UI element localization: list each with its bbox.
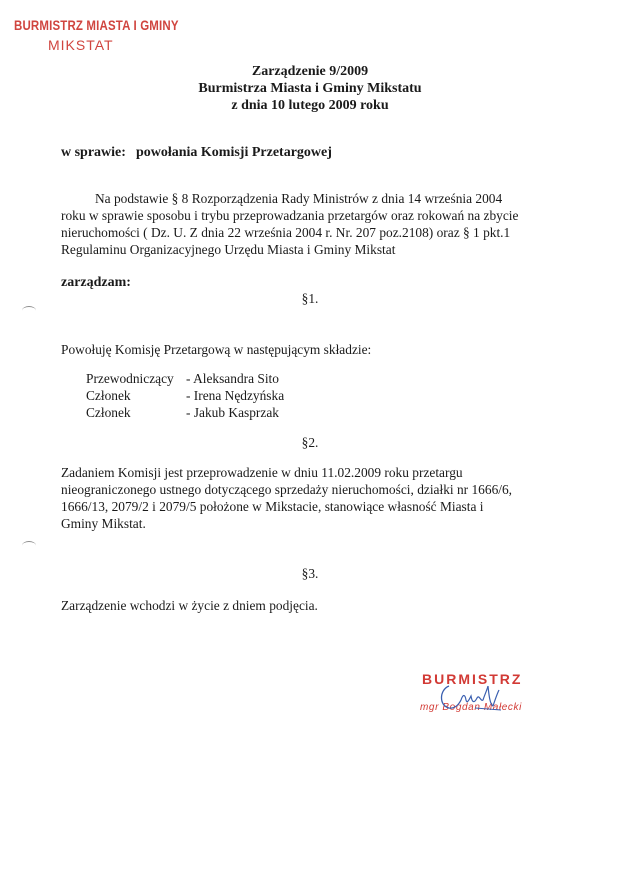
- member-role: Przewodniczący: [86, 371, 174, 386]
- task-paragraph: [61, 464, 581, 532]
- task-line: Zadaniem Komisji jest przeprowadzenie w dniu 11.02.2009 roku przetargu: [61, 465, 463, 480]
- member-role: Członek: [86, 388, 131, 403]
- stamp-line-2: MIKSTAT: [48, 37, 114, 53]
- subject-text: powołania Komisji Przetargowej: [135, 145, 332, 160]
- subject-line: [61, 145, 332, 161]
- effective-paragraph: Zarządzenie wchodzi w życie z dniem podjęcia.: [61, 598, 318, 613]
- task-line: 1666/13, 2079/2 i 2079/5 położone w Mikstacie, stanowiące własność Miasta i: [61, 499, 484, 514]
- basis-line: nieruchomości ( Dz. U. Z dnia 22 września 2004 r. Nr. 207 poz.2108) oraz § 1 pkt.1: [61, 225, 511, 240]
- committee-members-list: [86, 370, 284, 421]
- member-role: Członek: [86, 405, 131, 420]
- list-item: [86, 404, 284, 421]
- basis-line: Regulaminu Organizacyjnego Urzędu Miasta i Gminy Mikstat: [61, 242, 396, 257]
- task-line: Gminy Mikstat.: [61, 516, 146, 531]
- basis-line: Na podstawie § 8 Rozporządzenia Rady Ministrów z dnia 14 września 2004: [95, 191, 503, 206]
- basis-line: roku w sprawie sposobu i trybu przeprowadzania przetargów oraz rokowań na zbycie: [61, 208, 519, 223]
- header-issuer: Burmistrza Miasta i Gminy Mikstatu: [198, 81, 422, 96]
- office-stamp: [14, 18, 215, 52]
- appoint-paragraph: Powołuję Komisję Przetargową w następującym składzie:: [61, 342, 372, 357]
- document-header: [160, 63, 460, 114]
- task-line: nieograniczonego ustnego dotyczącego sprzedaży nieruchomości, działki nr 1666/6,: [61, 482, 513, 497]
- section-1-heading: §1.: [301, 291, 319, 306]
- list-item: [86, 387, 284, 404]
- legal-basis-paragraph: [61, 190, 581, 258]
- header-title: Zarządzenie 9/2009: [251, 64, 369, 79]
- subject-label: w sprawie:: [61, 145, 126, 160]
- signature-stamp-name: mgr Bogdan Małecki: [420, 702, 522, 713]
- section-3-heading: §3.: [301, 566, 319, 581]
- section-2-heading: §2.: [301, 435, 319, 450]
- handwritten-signature: [435, 680, 525, 720]
- header-date: z dnia 10 lutego 2009 roku: [231, 98, 389, 113]
- margin-mark: [22, 541, 36, 550]
- decree-label: zarządzam:: [61, 275, 131, 290]
- signature-stamp-title: BURMISTRZ: [422, 671, 523, 687]
- member-name: - Irena Nędzyńska: [186, 388, 285, 403]
- margin-mark: [22, 306, 36, 315]
- list-item: [86, 370, 284, 387]
- member-name: - Jakub Kasprzak: [186, 405, 279, 420]
- member-name: - Aleksandra Sito: [186, 371, 279, 386]
- stamp-line-1: BURMISTRZ MIASTA I GMINY: [14, 17, 179, 33]
